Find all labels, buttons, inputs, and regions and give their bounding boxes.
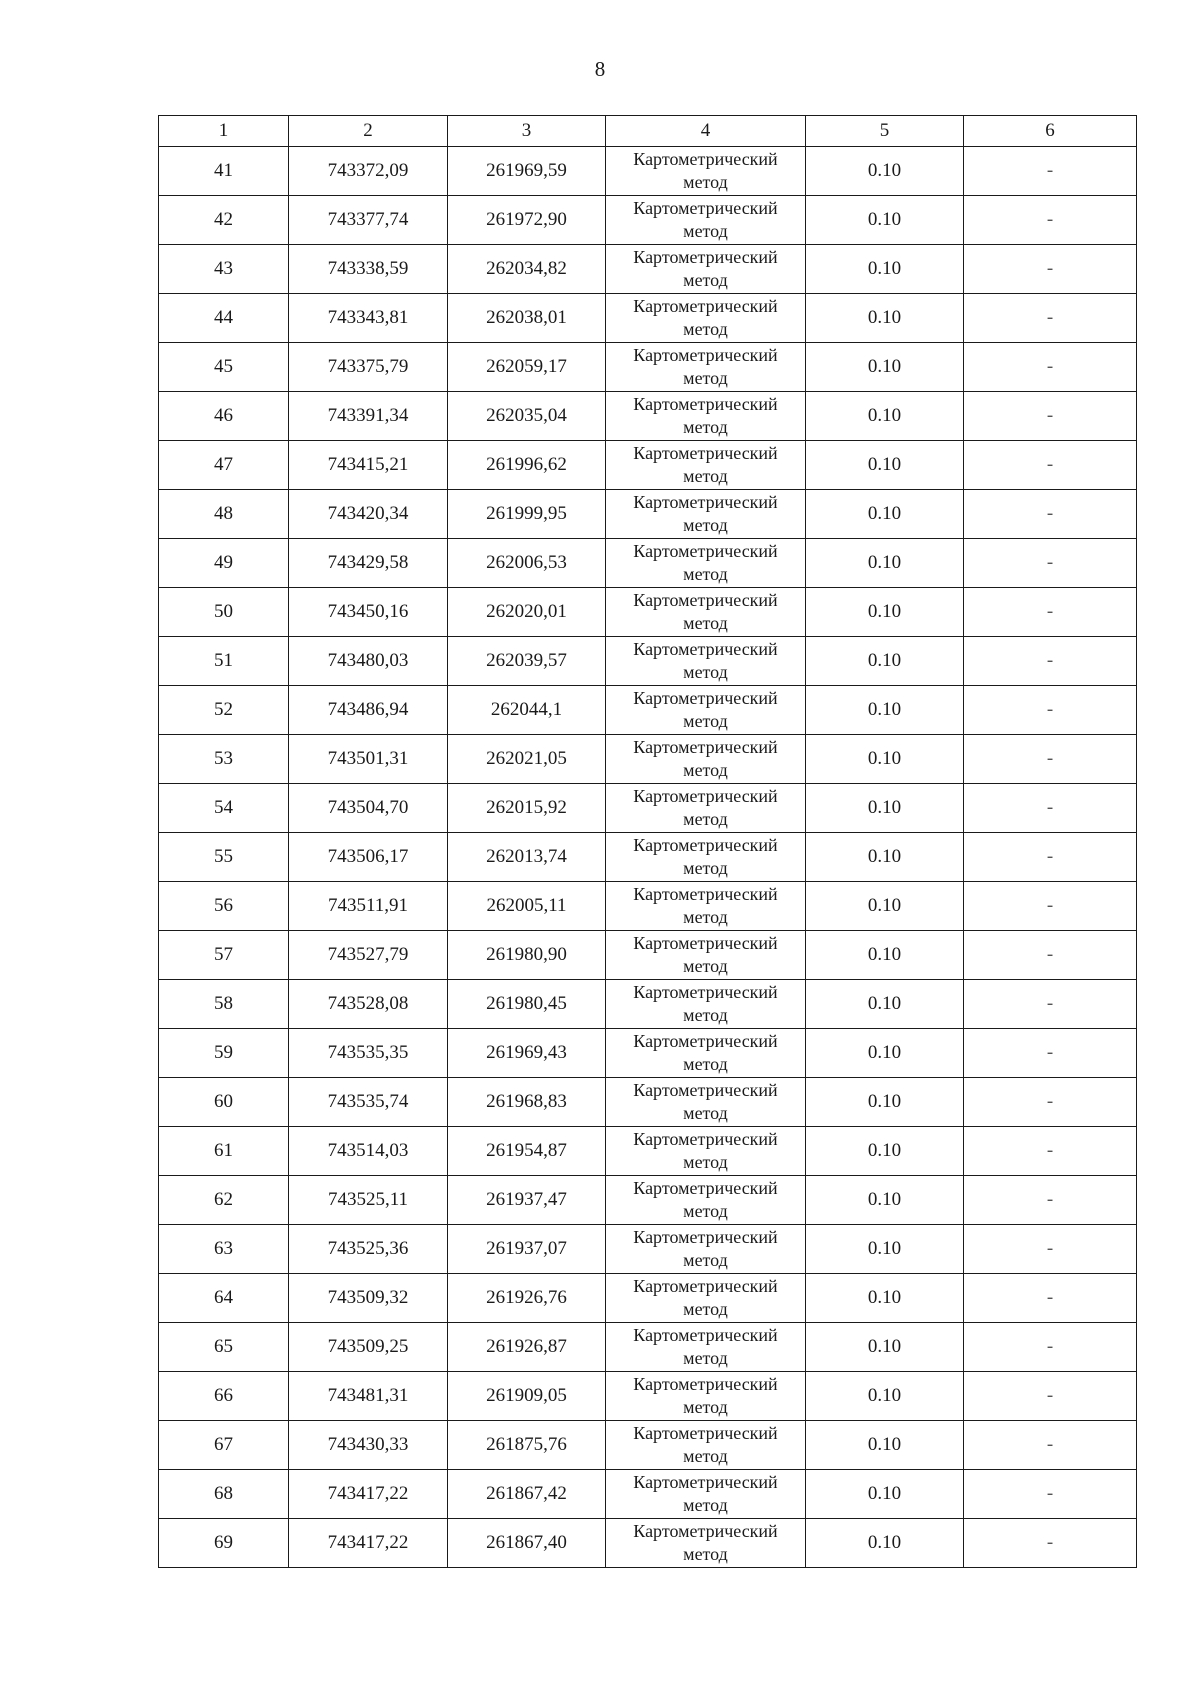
y-coordinate-cell: 261954,87 — [448, 1127, 606, 1176]
table-row — [159, 441, 1137, 490]
y-coordinate-cell: 261972,90 — [448, 196, 606, 245]
table-row — [159, 1519, 1137, 1568]
table-row — [159, 980, 1137, 1029]
table-row — [159, 1029, 1137, 1078]
method-cell — [606, 1078, 806, 1127]
header-col-1: 1 — [159, 116, 289, 147]
method-cell — [606, 294, 806, 343]
table-row — [159, 637, 1137, 686]
header-row — [159, 116, 1137, 147]
note-cell: - — [964, 686, 1137, 735]
x-coordinate-cell: 743430,33 — [289, 1421, 448, 1470]
method-line-1: Картометрический — [633, 345, 778, 365]
y-coordinate-cell: 261968,83 — [448, 1078, 606, 1127]
table-row — [159, 735, 1137, 784]
table-row — [159, 833, 1137, 882]
note-cell: - — [964, 245, 1137, 294]
table-row — [159, 1274, 1137, 1323]
method-line-2: метод — [683, 221, 728, 241]
method-line-2: метод — [683, 956, 728, 976]
method-cell — [606, 1225, 806, 1274]
y-coordinate-cell: 261980,45 — [448, 980, 606, 1029]
method-cell — [606, 441, 806, 490]
x-coordinate-cell: 743377,74 — [289, 196, 448, 245]
table-row — [159, 490, 1137, 539]
accuracy-cell: 0.10 — [806, 1470, 964, 1519]
x-coordinate-cell: 743506,17 — [289, 833, 448, 882]
method-line-2: метод — [683, 172, 728, 192]
table-row — [159, 1421, 1137, 1470]
method-line-1: Картометрический — [633, 639, 778, 659]
y-coordinate-cell: 262035,04 — [448, 392, 606, 441]
page-number: 8 — [594, 57, 606, 81]
accuracy-cell: 0.10 — [806, 637, 964, 686]
accuracy-cell: 0.10 — [806, 1519, 964, 1568]
x-coordinate-cell: 743417,22 — [289, 1470, 448, 1519]
method-line-2: метод — [683, 515, 728, 535]
y-coordinate-cell: 261909,05 — [448, 1372, 606, 1421]
table-row — [159, 294, 1137, 343]
accuracy-cell: 0.10 — [806, 1176, 964, 1225]
method-cell — [606, 1519, 806, 1568]
point-number-cell: 44 — [159, 294, 289, 343]
point-number-cell: 67 — [159, 1421, 289, 1470]
method-line-2: метод — [683, 1152, 728, 1172]
table-row — [159, 392, 1137, 441]
y-coordinate-cell: 261875,76 — [448, 1421, 606, 1470]
point-number-cell: 61 — [159, 1127, 289, 1176]
point-number-cell: 69 — [159, 1519, 289, 1568]
method-cell — [606, 1470, 806, 1519]
point-number-cell: 63 — [159, 1225, 289, 1274]
method-cell — [606, 637, 806, 686]
note-cell: - — [964, 784, 1137, 833]
method-line-2: метод — [683, 1544, 728, 1564]
note-cell: - — [964, 735, 1137, 784]
note-cell: - — [964, 980, 1137, 1029]
y-coordinate-cell: 261937,47 — [448, 1176, 606, 1225]
note-cell: - — [964, 1176, 1137, 1225]
method-line-1: Картометрический — [633, 1472, 778, 1492]
method-cell — [606, 931, 806, 980]
table-row — [159, 1176, 1137, 1225]
note-cell: - — [964, 1421, 1137, 1470]
note-cell: - — [964, 490, 1137, 539]
method-line-2: метод — [683, 760, 728, 780]
method-line-2: метод — [683, 613, 728, 633]
method-line-1: Картометрический — [633, 1374, 778, 1394]
method-cell — [606, 735, 806, 784]
table-row — [159, 784, 1137, 833]
x-coordinate-cell: 743525,36 — [289, 1225, 448, 1274]
accuracy-cell: 0.10 — [806, 1274, 964, 1323]
accuracy-cell: 0.10 — [806, 833, 964, 882]
point-number-cell: 52 — [159, 686, 289, 735]
method-line-2: метод — [683, 270, 728, 290]
method-line-1: Картометрический — [633, 1178, 778, 1198]
x-coordinate-cell: 743514,03 — [289, 1127, 448, 1176]
accuracy-cell: 0.10 — [806, 980, 964, 1029]
y-coordinate-cell: 261980,90 — [448, 931, 606, 980]
accuracy-cell: 0.10 — [806, 490, 964, 539]
method-cell — [606, 882, 806, 931]
note-cell: - — [964, 931, 1137, 980]
x-coordinate-cell: 743420,34 — [289, 490, 448, 539]
x-coordinate-cell: 743375,79 — [289, 343, 448, 392]
point-number-cell: 53 — [159, 735, 289, 784]
table-row — [159, 1372, 1137, 1421]
x-coordinate-cell: 743525,11 — [289, 1176, 448, 1225]
method-line-2: метод — [683, 858, 728, 878]
y-coordinate-cell: 262039,57 — [448, 637, 606, 686]
method-line-1: Картометрический — [633, 1031, 778, 1051]
y-coordinate-cell: 262021,05 — [448, 735, 606, 784]
x-coordinate-cell: 743535,74 — [289, 1078, 448, 1127]
method-line-2: метод — [683, 417, 728, 437]
accuracy-cell: 0.10 — [806, 539, 964, 588]
method-cell — [606, 833, 806, 882]
accuracy-cell: 0.10 — [806, 882, 964, 931]
x-coordinate-cell: 743509,25 — [289, 1323, 448, 1372]
table-row — [159, 147, 1137, 196]
table-row — [159, 1127, 1137, 1176]
point-number-cell: 58 — [159, 980, 289, 1029]
table-row — [159, 588, 1137, 637]
table-row — [159, 1078, 1137, 1127]
point-number-cell: 54 — [159, 784, 289, 833]
method-line-2: метод — [683, 1397, 728, 1417]
header-col-2: 2 — [289, 116, 448, 147]
table-row — [159, 196, 1137, 245]
accuracy-cell: 0.10 — [806, 343, 964, 392]
method-line-2: метод — [683, 1495, 728, 1515]
accuracy-cell: 0.10 — [806, 735, 964, 784]
method-line-2: метод — [683, 368, 728, 388]
method-line-1: Картометрический — [633, 492, 778, 512]
point-number-cell: 60 — [159, 1078, 289, 1127]
note-cell: - — [964, 1029, 1137, 1078]
point-number-cell: 50 — [159, 588, 289, 637]
method-line-1: Картометрический — [633, 296, 778, 316]
note-cell: - — [964, 196, 1137, 245]
accuracy-cell: 0.10 — [806, 1372, 964, 1421]
method-line-2: метод — [683, 466, 728, 486]
accuracy-cell: 0.10 — [806, 1225, 964, 1274]
point-number-cell: 45 — [159, 343, 289, 392]
method-line-1: Картометрический — [633, 786, 778, 806]
header-col-3: 3 — [448, 116, 606, 147]
point-number-cell: 41 — [159, 147, 289, 196]
note-cell: - — [964, 294, 1137, 343]
accuracy-cell: 0.10 — [806, 392, 964, 441]
y-coordinate-cell: 262006,53 — [448, 539, 606, 588]
y-coordinate-cell: 262005,11 — [448, 882, 606, 931]
x-coordinate-cell: 743450,16 — [289, 588, 448, 637]
table-row — [159, 539, 1137, 588]
method-cell — [606, 196, 806, 245]
method-line-1: Картометрический — [633, 198, 778, 218]
x-coordinate-cell: 743429,58 — [289, 539, 448, 588]
table-row — [159, 1225, 1137, 1274]
note-cell: - — [964, 1127, 1137, 1176]
point-number-cell: 62 — [159, 1176, 289, 1225]
method-line-2: метод — [683, 711, 728, 731]
method-line-1: Картометрический — [633, 1080, 778, 1100]
method-cell — [606, 539, 806, 588]
y-coordinate-cell: 261937,07 — [448, 1225, 606, 1274]
method-line-2: метод — [683, 1201, 728, 1221]
method-cell — [606, 1029, 806, 1078]
method-cell — [606, 343, 806, 392]
point-number-cell: 42 — [159, 196, 289, 245]
method-line-2: метод — [683, 1348, 728, 1368]
method-cell — [606, 1323, 806, 1372]
method-line-1: Картометрический — [633, 835, 778, 855]
table-row — [159, 1323, 1137, 1372]
note-cell: - — [964, 1372, 1137, 1421]
accuracy-cell: 0.10 — [806, 1421, 964, 1470]
method-cell — [606, 588, 806, 637]
note-cell: - — [964, 833, 1137, 882]
y-coordinate-cell: 261926,76 — [448, 1274, 606, 1323]
x-coordinate-cell: 743415,21 — [289, 441, 448, 490]
header-col-5: 5 — [806, 116, 964, 147]
point-number-cell: 43 — [159, 245, 289, 294]
x-coordinate-cell: 743504,70 — [289, 784, 448, 833]
method-line-2: метод — [683, 1299, 728, 1319]
note-cell: - — [964, 1274, 1137, 1323]
method-cell — [606, 1372, 806, 1421]
y-coordinate-cell: 261926,87 — [448, 1323, 606, 1372]
accuracy-cell: 0.10 — [806, 294, 964, 343]
method-line-1: Картометрический — [633, 933, 778, 953]
note-cell: - — [964, 441, 1137, 490]
note-cell: - — [964, 1323, 1137, 1372]
x-coordinate-cell: 743527,79 — [289, 931, 448, 980]
accuracy-cell: 0.10 — [806, 196, 964, 245]
method-line-1: Картометрический — [633, 1129, 778, 1149]
method-line-1: Картометрический — [633, 247, 778, 267]
method-line-1: Картометрический — [633, 688, 778, 708]
point-number-cell: 48 — [159, 490, 289, 539]
header-col-6: 6 — [964, 116, 1137, 147]
note-cell: - — [964, 147, 1137, 196]
x-coordinate-cell: 743391,34 — [289, 392, 448, 441]
y-coordinate-cell: 262059,17 — [448, 343, 606, 392]
note-cell: - — [964, 1519, 1137, 1568]
header-col-4: 4 — [606, 116, 806, 147]
method-cell — [606, 147, 806, 196]
method-line-1: Картометрический — [633, 737, 778, 757]
method-line-1: Картометрический — [633, 1276, 778, 1296]
y-coordinate-cell: 262038,01 — [448, 294, 606, 343]
method-line-2: метод — [683, 662, 728, 682]
accuracy-cell: 0.10 — [806, 784, 964, 833]
note-cell: - — [964, 392, 1137, 441]
y-coordinate-cell: 261867,40 — [448, 1519, 606, 1568]
accuracy-cell: 0.10 — [806, 245, 964, 294]
x-coordinate-cell: 743501,31 — [289, 735, 448, 784]
accuracy-cell: 0.10 — [806, 931, 964, 980]
method-cell — [606, 980, 806, 1029]
note-cell: - — [964, 1470, 1137, 1519]
method-cell — [606, 245, 806, 294]
method-line-1: Картометрический — [633, 1227, 778, 1247]
x-coordinate-cell: 743338,59 — [289, 245, 448, 294]
x-coordinate-cell: 743509,32 — [289, 1274, 448, 1323]
x-coordinate-cell: 743486,94 — [289, 686, 448, 735]
y-coordinate-cell: 261999,95 — [448, 490, 606, 539]
y-coordinate-cell: 261996,62 — [448, 441, 606, 490]
point-number-cell: 66 — [159, 1372, 289, 1421]
point-number-cell: 64 — [159, 1274, 289, 1323]
note-cell: - — [964, 539, 1137, 588]
table-row — [159, 343, 1137, 392]
method-line-2: метод — [683, 1446, 728, 1466]
accuracy-cell: 0.10 — [806, 588, 964, 637]
method-cell — [606, 392, 806, 441]
table-row — [159, 245, 1137, 294]
method-cell — [606, 490, 806, 539]
x-coordinate-cell: 743372,09 — [289, 147, 448, 196]
table-row — [159, 1470, 1137, 1519]
method-line-1: Картометрический — [633, 590, 778, 610]
table-row — [159, 686, 1137, 735]
method-line-1: Картометрический — [633, 1521, 778, 1541]
table-header — [159, 116, 1137, 147]
point-number-cell: 49 — [159, 539, 289, 588]
x-coordinate-cell: 743417,22 — [289, 1519, 448, 1568]
note-cell: - — [964, 637, 1137, 686]
x-coordinate-cell: 743481,31 — [289, 1372, 448, 1421]
y-coordinate-cell: 262015,92 — [448, 784, 606, 833]
point-number-cell: 56 — [159, 882, 289, 931]
accuracy-cell: 0.10 — [806, 441, 964, 490]
accuracy-cell: 0.10 — [806, 147, 964, 196]
note-cell: - — [964, 343, 1137, 392]
method-cell — [606, 1127, 806, 1176]
y-coordinate-cell: 262013,74 — [448, 833, 606, 882]
method-cell — [606, 686, 806, 735]
method-line-2: метод — [683, 564, 728, 584]
point-number-cell: 51 — [159, 637, 289, 686]
point-number-cell: 57 — [159, 931, 289, 980]
point-number-cell: 55 — [159, 833, 289, 882]
method-line-1: Картометрический — [633, 443, 778, 463]
method-cell — [606, 1421, 806, 1470]
table-body — [159, 147, 1137, 1568]
method-line-1: Картометрический — [633, 884, 778, 904]
accuracy-cell: 0.10 — [806, 1078, 964, 1127]
method-line-2: метод — [683, 809, 728, 829]
method-line-1: Картометрический — [633, 394, 778, 414]
method-line-2: метод — [683, 907, 728, 927]
method-line-2: метод — [683, 1054, 728, 1074]
x-coordinate-cell: 743511,91 — [289, 882, 448, 931]
method-line-1: Картометрический — [633, 541, 778, 561]
coordinates-table — [158, 115, 1137, 1568]
method-line-2: метод — [683, 1103, 728, 1123]
y-coordinate-cell: 261969,59 — [448, 147, 606, 196]
accuracy-cell: 0.10 — [806, 1029, 964, 1078]
note-cell: - — [964, 1078, 1137, 1127]
method-line-1: Картометрический — [633, 1423, 778, 1443]
point-number-cell: 46 — [159, 392, 289, 441]
method-line-1: Картометрический — [633, 982, 778, 1002]
method-line-1: Картометрический — [633, 1325, 778, 1345]
y-coordinate-cell: 261867,42 — [448, 1470, 606, 1519]
x-coordinate-cell: 743480,03 — [289, 637, 448, 686]
note-cell: - — [964, 588, 1137, 637]
note-cell: - — [964, 1225, 1137, 1274]
accuracy-cell: 0.10 — [806, 1323, 964, 1372]
note-cell: - — [964, 882, 1137, 931]
method-line-1: Картометрический — [633, 149, 778, 169]
method-line-2: метод — [683, 319, 728, 339]
y-coordinate-cell: 262044,1 — [448, 686, 606, 735]
method-cell — [606, 1176, 806, 1225]
method-cell — [606, 1274, 806, 1323]
method-cell — [606, 784, 806, 833]
table-row — [159, 931, 1137, 980]
y-coordinate-cell: 262020,01 — [448, 588, 606, 637]
y-coordinate-cell: 262034,82 — [448, 245, 606, 294]
point-number-cell: 68 — [159, 1470, 289, 1519]
point-number-cell: 47 — [159, 441, 289, 490]
point-number-cell: 59 — [159, 1029, 289, 1078]
method-line-2: метод — [683, 1005, 728, 1025]
x-coordinate-cell: 743343,81 — [289, 294, 448, 343]
table-row — [159, 882, 1137, 931]
accuracy-cell: 0.10 — [806, 1127, 964, 1176]
x-coordinate-cell: 743528,08 — [289, 980, 448, 1029]
y-coordinate-cell: 261969,43 — [448, 1029, 606, 1078]
method-line-2: метод — [683, 1250, 728, 1270]
accuracy-cell: 0.10 — [806, 686, 964, 735]
point-number-cell: 65 — [159, 1323, 289, 1372]
x-coordinate-cell: 743535,35 — [289, 1029, 448, 1078]
